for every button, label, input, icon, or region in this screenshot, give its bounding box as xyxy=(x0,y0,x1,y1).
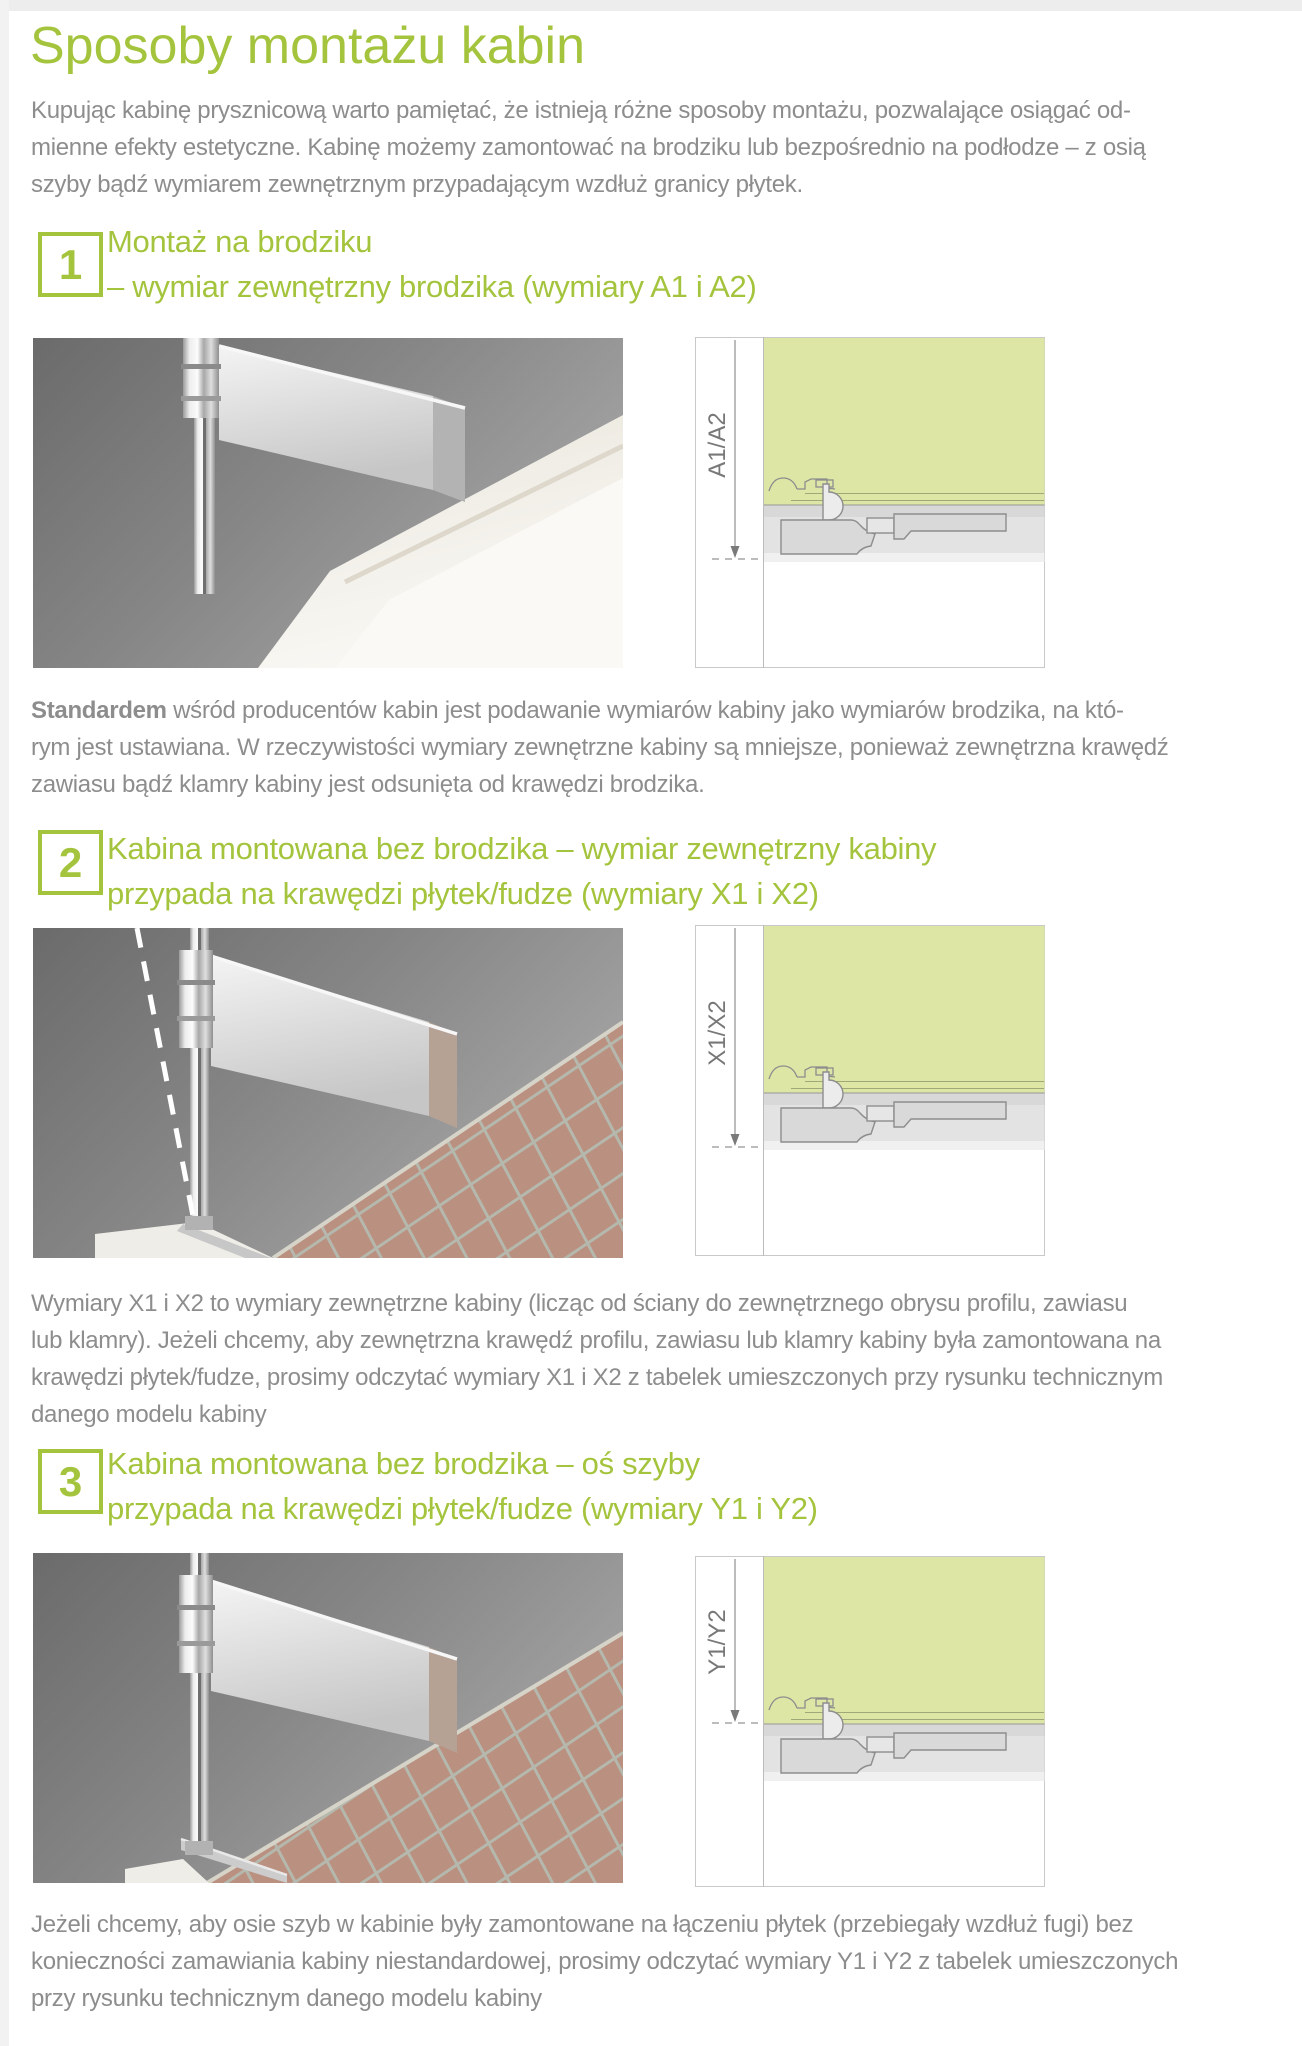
section-2-diagram xyxy=(695,925,1045,1256)
note-line: Standardem wśród producentów kabin jest podawanie wymiarów kabiny jako wymiarów brodzika, na któ- xyxy=(31,697,1124,724)
intro-line: Kupując kabinę prysznicową warto pamiętać, że istnieją różne sposoby montażu, pozwalające osiągać od- xyxy=(31,97,1131,124)
dimension-label: Y1/Y2 xyxy=(704,1609,731,1675)
note-line: lub klamry). Jeżeli chcemy, aby zewnętrzna krawędź profilu, zawiasu lub klamry kabiny była zamontowana na xyxy=(31,1327,1161,1354)
section-3-note xyxy=(31,1906,1178,2017)
intro-line: mienne efekty estetyczne. Kabinę możemy zamontować na brodziku lub bezpośrednio na podłodze – z osią xyxy=(31,134,1146,161)
section-2-heading-line: przypada na krawędzi płytek/fudze (wymiary X1 i X2) xyxy=(107,876,819,911)
section-3-heading-line: Kabina montowana bez brodzika – oś szyby xyxy=(107,1446,700,1481)
intro-paragraph xyxy=(31,92,1146,203)
section-3-number-badge xyxy=(38,1449,103,1514)
section-1-number-badge xyxy=(38,232,103,297)
note-line: przy rysunku technicznym danego modelu kabiny xyxy=(31,1985,542,2012)
section-3-heading-line: przypada na krawędzi płytek/fudze (wymiary Y1 i Y2) xyxy=(107,1491,818,1526)
section-3-number: 3 xyxy=(58,1457,83,1505)
note-line: Jeżeli chcemy, aby osie szyb w kabinie były zamontowane na łączeniu płytek (przebiegały wzdłuż fugi) bez xyxy=(31,1911,1134,1938)
cross-section-diagram xyxy=(695,1556,1045,1887)
note-line: zawiasu bądź klamry kabiny jest odsunięta od krawędzi brodzika. xyxy=(31,771,705,798)
section-1-heading xyxy=(107,219,756,309)
page-edge-top xyxy=(0,0,1302,11)
note-line: Wymiary X1 i X2 to wymiary zewnętrzne kabiny (licząc od ściany do zewnętrznego obrysu profilu, zawiasu xyxy=(31,1290,1128,1317)
section-2-note xyxy=(31,1285,1163,1433)
section-2-heading xyxy=(107,826,936,916)
note-line: danego modelu kabiny xyxy=(31,1401,267,1428)
section-1-note xyxy=(31,692,1169,803)
section-1-number: 1 xyxy=(58,240,83,288)
page-title: Sposoby montażu kabin xyxy=(30,17,586,75)
glass-area xyxy=(764,338,1045,505)
glass-area xyxy=(764,926,1045,1093)
section-1-diagram xyxy=(695,337,1045,668)
section-2-number: 2 xyxy=(58,838,83,886)
section-3-photo xyxy=(33,1553,623,1883)
section-2-photo xyxy=(33,928,623,1258)
note-lead-bold: Standardem xyxy=(31,697,167,724)
cross-section-diagram xyxy=(695,925,1045,1256)
dimension-label: A1/A2 xyxy=(704,412,731,478)
intro-line: szyby bądź wymiarem zewnętrznym przypadającym wzdłuż granicy płytek. xyxy=(31,171,803,198)
cross-section-diagram xyxy=(695,337,1045,668)
section-2-number-badge xyxy=(38,830,103,895)
note-line: krawędzi płytek/fudze, prosimy odczytać wymiary X1 i X2 z tabelek umieszczonych przy rysunku technicznym xyxy=(31,1364,1163,1391)
page-edge-left xyxy=(0,0,9,2046)
note-line: rym jest ustawiana. W rzeczywistości wymiary zewnętrzne kabiny są mniejsze, ponieważ zewnętrzna krawędź xyxy=(31,734,1169,761)
section-3-diagram xyxy=(695,1556,1045,1887)
section-1-photo xyxy=(33,338,623,668)
note-line: konieczności zamawiania kabiny niestandardowej, prosimy odczytać wymiary Y1 i Y2 z tabelek umieszczonych xyxy=(31,1948,1179,1975)
section-2-heading-line: Kabina montowana bez brodzika – wymiar zewnętrzny kabiny xyxy=(107,831,937,866)
section-1-heading-line: – wymiar zewnętrzny brodzika (wymiary A1 i A2) xyxy=(107,269,757,304)
glass-area xyxy=(764,1557,1045,1724)
section-3-heading xyxy=(107,1441,818,1531)
dimension-label: X1/X2 xyxy=(704,1000,731,1066)
section-1-heading-line: Montaż na brodziku xyxy=(107,224,373,259)
